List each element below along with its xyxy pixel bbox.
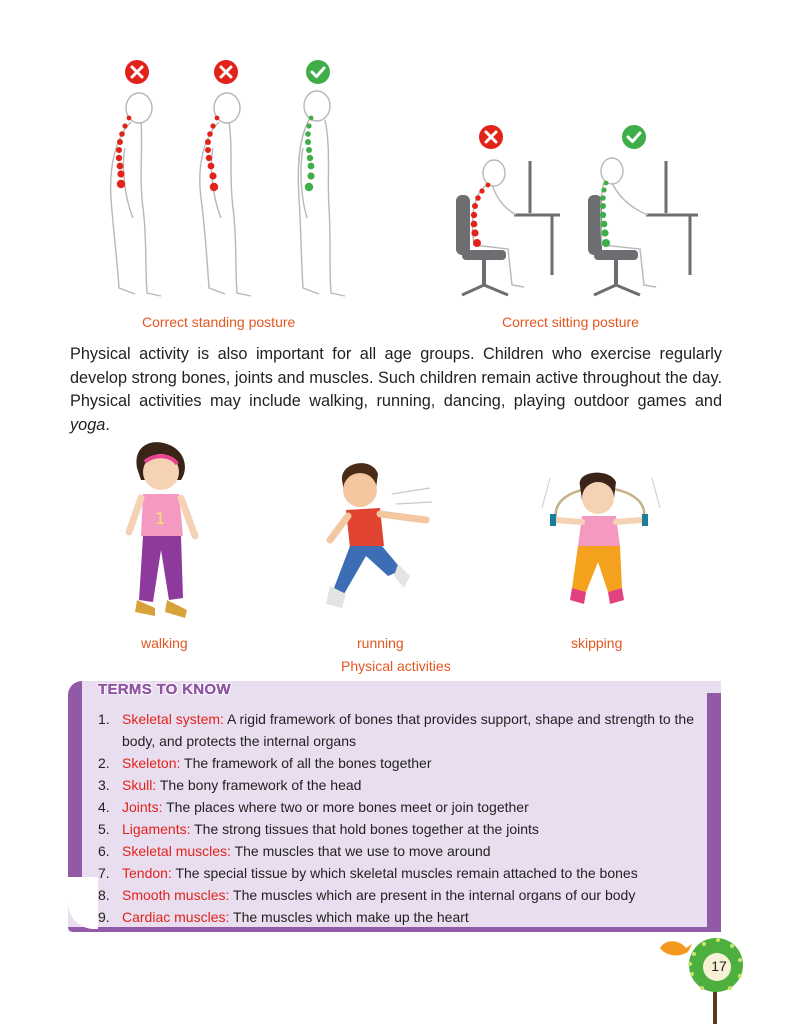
term-number: 5. <box>98 821 110 837</box>
paragraph-end: . <box>105 415 110 434</box>
term-item <box>98 884 704 906</box>
physical-activity-paragraph <box>70 343 722 437</box>
term-item <box>98 818 704 840</box>
skipping-caption: skipping <box>571 635 623 651</box>
term-number: 9. <box>98 909 110 925</box>
term-item <box>98 906 704 928</box>
term-word: Skeletal system: <box>122 711 224 727</box>
page-number: 17 <box>711 958 727 974</box>
running-boy-illustration <box>322 458 442 628</box>
term-number: 1. <box>98 711 110 727</box>
terms-to-know-box <box>68 681 721 932</box>
wrong-cross-icon <box>213 59 239 85</box>
correct-check-icon <box>621 124 647 150</box>
term-number: 8. <box>98 887 110 903</box>
svg-text:1: 1 <box>155 509 166 528</box>
term-item <box>98 752 704 774</box>
standing-figures-drawing <box>95 88 355 300</box>
correct-check-icon <box>305 59 331 85</box>
term-definition: A rigid framework of bones that provides support, shape and strength to the body, and protects the internal organs <box>122 711 694 749</box>
paragraph-text: Physical activity is also important for all age groups. Children who exercise regularly develop strong bones, joints and muscles. Such children remain active throughout the day. Physical activities may include walking, running, dancing, playing outdoor games and <box>70 345 722 410</box>
term-definition: The strong tissues that hold bones together at the joints <box>190 821 539 837</box>
terms-right-border <box>707 693 721 932</box>
skipping-girl-illustration <box>520 468 680 628</box>
term-word: Joints: <box>122 799 163 815</box>
term-definition: The framework of all the bones together <box>180 755 432 771</box>
term-definition: The muscles which are present in the internal organs of our body <box>229 887 636 903</box>
physical-activities-caption: Physical activities <box>341 658 451 674</box>
term-item <box>98 840 704 862</box>
term-number: 3. <box>98 777 110 793</box>
terms-left-border <box>68 681 82 896</box>
term-word: Smooth muscles: <box>122 887 230 903</box>
sitting-figures-drawing <box>452 155 702 303</box>
sitting-posture-caption: Correct sitting posture <box>502 314 639 330</box>
term-item <box>98 862 704 884</box>
term-number: 2. <box>98 755 110 771</box>
term-number: 7. <box>98 865 110 881</box>
term-definition: The muscles that we use to move around <box>230 843 491 859</box>
wrong-cross-icon <box>478 124 504 150</box>
term-definition: The places where two or more bones meet or join together <box>162 799 529 815</box>
terms-title: TERMS TO KNOW <box>98 681 231 698</box>
running-caption: running <box>357 635 404 651</box>
paragraph-emphasis: yoga <box>70 415 106 434</box>
terms-list <box>98 708 704 928</box>
wrong-cross-icon <box>124 59 150 85</box>
term-item <box>98 708 704 752</box>
term-item <box>98 774 704 796</box>
term-number: 6. <box>98 843 110 859</box>
walking-caption: walking <box>141 635 188 651</box>
walking-girl-illustration <box>115 440 215 630</box>
term-word: Ligaments: <box>122 821 191 837</box>
term-item <box>98 796 704 818</box>
bird-icon <box>660 941 692 955</box>
term-definition: The bony framework of the head <box>156 777 362 793</box>
term-word: Skull: <box>122 777 157 793</box>
term-definition: The muscles which make up the heart <box>229 909 469 925</box>
tree-page-icon <box>656 934 748 1024</box>
standing-posture-caption: Correct standing posture <box>142 314 296 330</box>
term-word: Skeletal muscles: <box>122 843 231 859</box>
term-word: Tendon: <box>122 865 172 881</box>
term-word: Cardiac muscles: <box>122 909 230 925</box>
term-number: 4. <box>98 799 110 815</box>
term-definition: The special tissue by which skeletal muscles remain attached to the bones <box>171 865 638 881</box>
term-word: Skeleton: <box>122 755 181 771</box>
